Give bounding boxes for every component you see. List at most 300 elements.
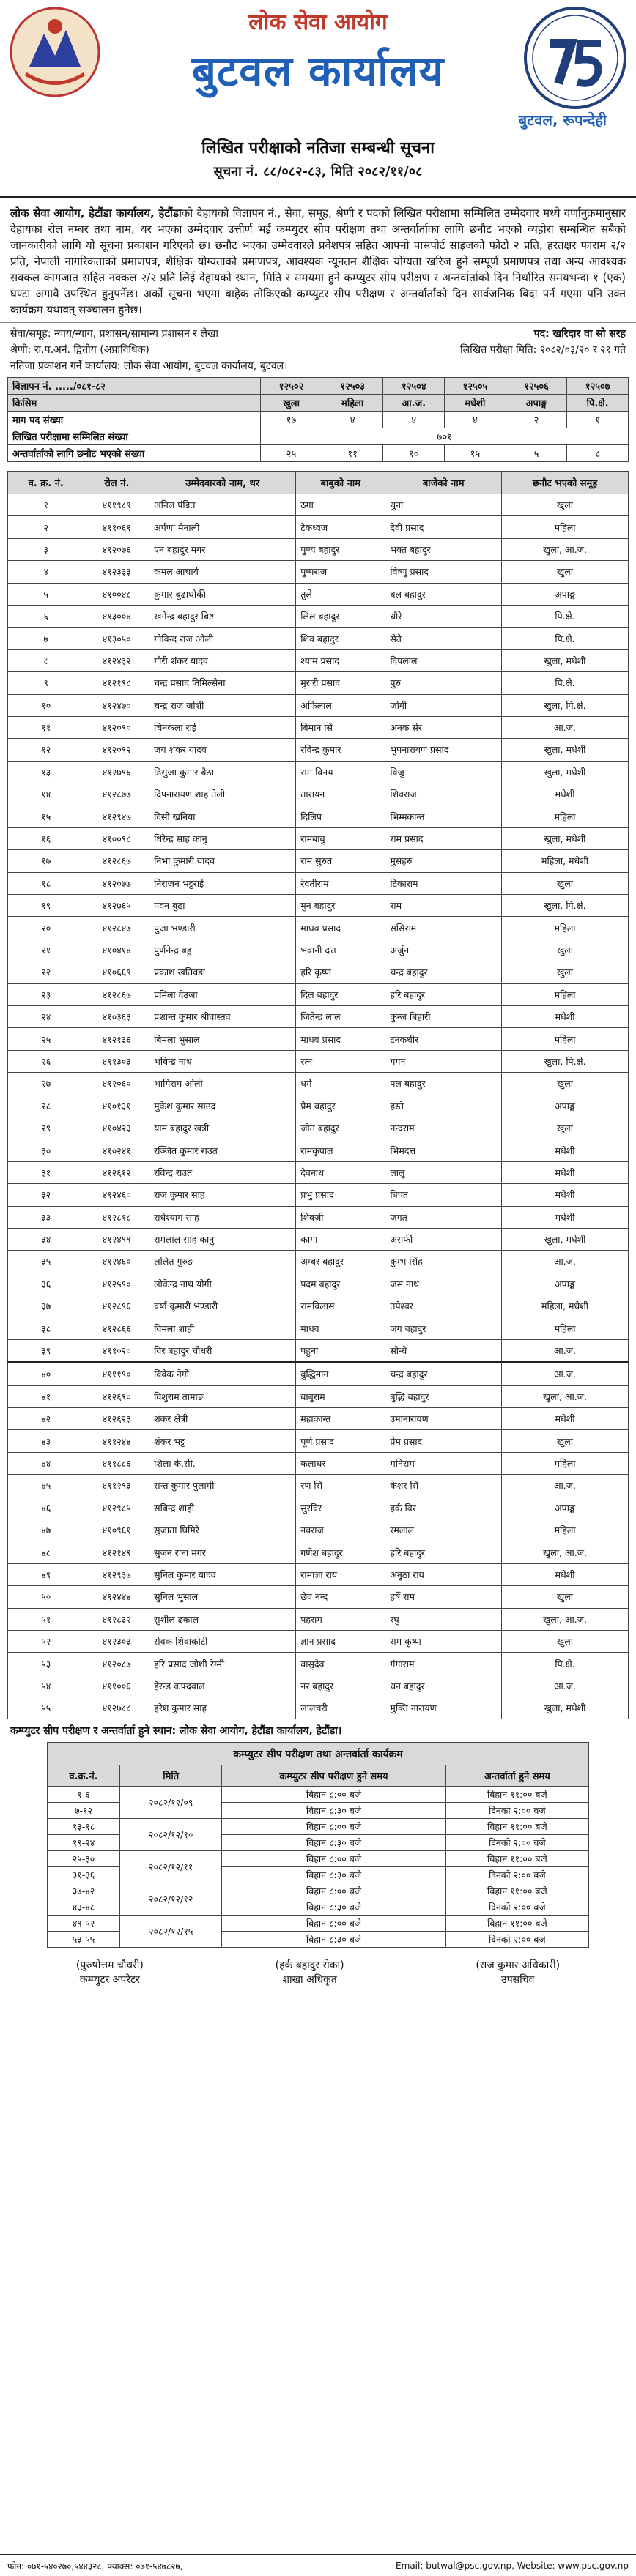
candidate-name: अनिल पंडित: [149, 494, 296, 516]
father-name: रेवतीराम: [296, 872, 385, 894]
selected-group: महिला: [502, 1317, 629, 1339]
selected-group: मधेशी: [502, 1563, 629, 1585]
candidate-name: दिसी खनिया: [149, 805, 296, 827]
father-name: छेव नन्द: [296, 1586, 385, 1608]
candidate-name: याम बहादुर खत्री: [149, 1117, 296, 1139]
candidate-name: पुजा भण्डारी: [149, 917, 296, 939]
roll-no: ४१०९६१: [84, 1519, 149, 1541]
schedule-column-header: कम्प्युटर सीप परीक्षण हुने समय: [222, 1765, 445, 1787]
candidate-table: [7, 471, 629, 1719]
roll-no: ४१२०७७: [84, 872, 149, 894]
candidate-name: एन बहादुर मगर: [149, 538, 296, 560]
roll-no: ४१०४१४: [84, 939, 149, 961]
candidate-name: भागिराम ओली: [149, 1073, 296, 1095]
father-name: दिल बहादुर: [296, 983, 385, 1005]
org-name: लोक सेवा आयोग: [248, 10, 388, 35]
level: श्रेणी: रा.प.अनं. द्वितीय (अप्राविधिक): [10, 344, 149, 356]
grandfather-name: बुद्धि बहादुर: [385, 1385, 502, 1407]
notice-title: लिखित परीक्षाको नतिजा सम्बन्धी सूचना: [201, 139, 435, 157]
computer-test-time: बिहान ८:३० बजे: [222, 1835, 445, 1851]
grandfather-name: राम कृष्ण: [385, 1630, 502, 1652]
roll-no: ४१३००४: [84, 605, 149, 627]
grandfather-name: लालु: [385, 1161, 502, 1183]
post-name: पद: खरिदार वा सो सरह: [533, 328, 626, 340]
father-name: पुष्पराज: [296, 561, 385, 583]
computer-test-time: बिहान ८:३० बजे: [222, 1899, 445, 1916]
grandfather-name: बिपत: [385, 1184, 502, 1206]
roll-no: ४११३०३: [84, 1050, 149, 1072]
serial-no: १: [8, 494, 84, 516]
table-row: [8, 1095, 629, 1117]
father-name: बुद्धिमान: [296, 1363, 385, 1385]
roll-no: ४१२८४७: [84, 917, 149, 939]
selected-group: आ.ज.: [502, 1675, 629, 1697]
father-name: टेकध्वज: [296, 516, 385, 538]
grandfather-name: रमलाल: [385, 1519, 502, 1541]
selected-group: महिला: [502, 1452, 629, 1474]
roll-no: ४१०३६३: [84, 1005, 149, 1027]
candidate-name: भविन्द्र नाथ: [149, 1050, 296, 1072]
grandfather-name: शिवराज: [385, 783, 502, 805]
roll-no: ४१११९०: [84, 1363, 149, 1385]
roll-no: ४१२८६७: [84, 850, 149, 872]
serial-no: १५: [8, 805, 84, 827]
interview-time: दिनको २:०० बजे: [445, 1835, 588, 1851]
selected-group: अपाङ्ग: [502, 583, 629, 605]
adv-cell: १२५०२: [261, 378, 322, 395]
grandfather-name: दिपलाल: [385, 649, 502, 671]
serial-no: २०: [8, 917, 84, 939]
roll-no: ४१२४७०: [84, 694, 149, 716]
serial-no: ४३: [8, 1430, 84, 1452]
father-name: लिल बहादुर: [296, 605, 385, 627]
grandfather-name: टिकाराम: [385, 872, 502, 894]
roll-no: ४११९८९: [84, 494, 149, 516]
serial-no: ४६: [8, 1497, 84, 1519]
serial-no: १२: [8, 739, 84, 761]
selected-group: खुला, मधेशी: [502, 761, 629, 783]
serial-no: ३३: [8, 1206, 84, 1228]
father-name: बिमान सिं: [296, 716, 385, 738]
grandfather-name: अनक सेर: [385, 716, 502, 738]
grandfather-name: अर्जुन: [385, 939, 502, 961]
candidate-name: धिरेन्द्र साह कानु: [149, 827, 296, 849]
table-row: [8, 939, 629, 961]
adv-written-row: [8, 428, 629, 445]
table-row: [8, 1005, 629, 1027]
roll-no: ४१२५९०: [84, 1273, 149, 1295]
table-row: [8, 1430, 629, 1452]
father-name: पहुना: [296, 1339, 385, 1362]
interview-time: दिनको २:०० बजे: [445, 1803, 588, 1819]
selected-group: आ.ज.: [502, 716, 629, 738]
serial-no: ४५: [8, 1475, 84, 1497]
roll-no: ४१२१३६: [84, 1028, 149, 1050]
serial-no: ३९: [8, 1339, 84, 1362]
schedule-serial-range: ४३-४८: [48, 1899, 120, 1916]
psc-75-years-logo: [520, 3, 630, 113]
selected-group: महिला: [502, 1519, 629, 1541]
interview-time: बिहान ११:०० बजे: [445, 1851, 588, 1867]
selected-group: पि.क्षे.: [502, 1653, 629, 1675]
grandfather-name: रघु: [385, 1608, 502, 1630]
father-name: प्रेम बहादुर: [296, 1095, 385, 1117]
serial-no: ५२: [8, 1630, 84, 1652]
roll-no: ४१३०५०: [84, 628, 149, 649]
table-row: [8, 1317, 629, 1339]
grandfather-name: मुक्ति नारायण: [385, 1697, 502, 1719]
adv-row-label: अन्तर्वार्ताको लागि छनौट भएको संख्या: [8, 445, 261, 462]
grandfather-name: जगत: [385, 1206, 502, 1228]
publisher-office: नतिजा प्रकाशन गर्ने कार्यालय: लोक सेवा आयोग, बुटवल कार्यालय, बुटवल।: [10, 360, 288, 372]
candidate-name: प्रशान्त कुमार श्रीवास्तव: [149, 1005, 296, 1027]
schedule-row: [48, 1916, 589, 1932]
father-name: शिवजी: [296, 1206, 385, 1228]
table-row: [8, 628, 629, 649]
candidate-name: शिला के.सी.: [149, 1452, 296, 1474]
serial-no: १८: [8, 872, 84, 894]
schedule-serial-range: २५-३०: [48, 1851, 120, 1867]
candidate-name: सुशील ढकाल: [149, 1608, 296, 1630]
grandfather-name: असर्फी: [385, 1228, 502, 1250]
selected-group: खुला: [502, 939, 629, 961]
grandfather-name: बल बहादुर: [385, 583, 502, 605]
adv-selected-row: [8, 445, 629, 462]
father-name: रामविलास: [296, 1295, 385, 1317]
father-name: ज्ञान प्रसाद: [296, 1630, 385, 1652]
father-name: तुले: [296, 583, 385, 605]
schedule-serial-range: १९-२४: [48, 1835, 120, 1851]
adv-cell: १२५०३: [322, 378, 383, 395]
table-row: [8, 1117, 629, 1139]
candidate-name: खगेन्द्र बहादुर बिष्ट: [149, 605, 296, 627]
father-name: रामकृपाल: [296, 1139, 385, 1161]
table-row: [8, 783, 629, 805]
selected-group: मधेशी: [502, 1139, 629, 1161]
grandfather-name: प्रेम प्रसाद: [385, 1430, 502, 1452]
table-row: [8, 1653, 629, 1675]
selected-group: महिला: [502, 805, 629, 827]
serial-no: ४२: [8, 1408, 84, 1430]
roll-no: ४१२३०३: [84, 1630, 149, 1652]
roll-no: ४११२९३: [84, 1475, 149, 1497]
serial-no: ४८: [8, 1541, 84, 1563]
interview-time: बिहान ११:०० बजे: [445, 1787, 588, 1803]
selected-group: अपाङ्ग: [502, 1497, 629, 1519]
selected-group: महिला: [502, 516, 629, 538]
grandfather-name: भक्त बहादुर: [385, 538, 502, 560]
schedule-serial-range: १३-१८: [48, 1819, 120, 1835]
grandfather-name: हर्क विर: [385, 1497, 502, 1519]
computer-test-time: बिहान ८:०० बजे: [222, 1819, 445, 1835]
service-group: सेवा/समूह: न्याय/न्याय, प्रशासन/सामान्य प्रशासन र लेखा: [10, 328, 219, 340]
serial-no: २९: [8, 1117, 84, 1139]
serial-no: १६: [8, 827, 84, 849]
selected-group: खुला: [502, 1073, 629, 1095]
intro-lead: लोक सेवा आयोग, हेटौंडा कार्यालय, हेटौंडा: [10, 206, 182, 220]
father-name: रामाज्ञा राय: [296, 1563, 385, 1585]
adv-row-label: विज्ञापन नं. ...../०८१-८२: [8, 378, 261, 395]
serial-no: १०: [8, 694, 84, 716]
father-name: धर्मे: [296, 1073, 385, 1095]
selected-group: मधेशी: [502, 783, 629, 805]
grandfather-name: मुसहरु: [385, 850, 502, 872]
father-name: लालचरी: [296, 1697, 385, 1719]
father-name: दिलिप: [296, 805, 385, 827]
father-name: प्रभु प्रसाद: [296, 1184, 385, 1206]
father-name: रत्न: [296, 1050, 385, 1072]
table-row: [8, 1161, 629, 1183]
table-row: [8, 739, 629, 761]
selected-group: खुला: [502, 872, 629, 894]
father-name: नर बहादुर: [296, 1675, 385, 1697]
candidate-name: चन्द्र प्रसाद तिमिल्सेना: [149, 672, 296, 694]
roll-no: ४११०६१: [84, 516, 149, 538]
adv-cell: ८: [567, 445, 629, 462]
roll-no: ४१२८९६: [84, 1295, 149, 1317]
computer-test-time: बिहान ८:३० बजे: [222, 1867, 445, 1883]
father-name: माधव प्रसाद: [296, 1028, 385, 1050]
father-name: जितेन्द्र लाल: [296, 1005, 385, 1027]
serial-no: २५: [8, 1028, 84, 1050]
schedule-table: [47, 1742, 589, 1948]
roll-no: ४१२८७७: [84, 783, 149, 805]
table-row: [8, 1363, 629, 1385]
father-name: कागा: [296, 1228, 385, 1250]
roll-no: ४१२०७६: [84, 538, 149, 560]
adv-kind-row: [8, 395, 629, 412]
table-row: [8, 1228, 629, 1250]
roll-no: ४१२८१८: [84, 1206, 149, 1228]
serial-no: २२: [8, 961, 84, 983]
computer-test-time: बिहान ८:०० बजे: [222, 1916, 445, 1932]
grandfather-name: भिम्मकान्त: [385, 805, 502, 827]
roll-no: ४१२६९०: [84, 1385, 149, 1407]
grandfather-name: सेते: [385, 628, 502, 649]
selected-group: आ.ज.: [502, 1363, 629, 1385]
serial-no: ५: [8, 583, 84, 605]
adv-cell: ४: [383, 412, 445, 428]
roll-no: ४१२९४७: [84, 805, 149, 827]
grandfather-name: नन्दराम: [385, 1117, 502, 1139]
selected-group: महिला: [502, 1028, 629, 1050]
father-name: शिव बहादुर: [296, 628, 385, 649]
selected-group: खुला, आ.ज.: [502, 1385, 629, 1407]
selected-group: मधेशी: [502, 1005, 629, 1027]
schedule-date: २०८२/१२/११: [120, 1851, 222, 1883]
signatory-role: शाखा अधिकृत: [282, 1974, 337, 1987]
father-name: जीत बहादुर: [296, 1117, 385, 1139]
schedule-serial-range: ३७-४२: [48, 1883, 120, 1899]
father-name: पूर्ण प्रसाद: [296, 1430, 385, 1452]
table-row: [8, 1475, 629, 1497]
serial-no: ३: [8, 538, 84, 560]
candidate-name: वर्षा कुमारी भण्डारी: [149, 1295, 296, 1317]
footer: [0, 2554, 636, 2576]
serial-no: १९: [8, 895, 84, 917]
selected-group: अपाङ्ग: [502, 1095, 629, 1117]
office-name: बुटवल कार्यालय: [191, 46, 445, 96]
table-row: [8, 1184, 629, 1206]
father-name: वासुदेव: [296, 1653, 385, 1675]
candidate-name: सन्त कुमार पुलामी: [149, 1475, 296, 1497]
table-row: [8, 1028, 629, 1050]
notice-reference: सूचना नं. ८८/०८२-८३, मिति २०८२/११/०८: [213, 164, 423, 179]
grandfather-name: धौरे: [385, 605, 502, 627]
father-name: पहराम: [296, 1608, 385, 1630]
candidate-name: शंकर भट्ट: [149, 1430, 296, 1452]
grandfather-name: चन्द्र बहादुर: [385, 961, 502, 983]
selected-group: अपाङ्ग: [502, 1273, 629, 1295]
serial-no: ३६: [8, 1273, 84, 1295]
grandfather-name: केशर सिं: [385, 1475, 502, 1497]
schedule-date: २०८२/१२/१२: [120, 1883, 222, 1916]
roll-no: ४१२७८८: [84, 1697, 149, 1719]
table-row: [8, 494, 629, 516]
grandfather-name: कुम्भ सिंह: [385, 1251, 502, 1273]
table-row: [8, 961, 629, 983]
grandfather-name: चन्द्र बहादुर: [385, 1363, 502, 1385]
table-row: [8, 983, 629, 1005]
selected-group: खुला: [502, 1586, 629, 1608]
selected-group: खुला: [502, 1430, 629, 1452]
serial-no: ९: [8, 672, 84, 694]
office-location: बुटवल, रूपन्देही: [518, 111, 607, 129]
table-row: [8, 1408, 629, 1430]
father-name: अम्बर बहादुर: [296, 1251, 385, 1273]
schedule-date: २०८२/१२/०९: [120, 1787, 222, 1819]
adv-cell: २: [506, 412, 567, 428]
candidate-name: गौरी शंकर यादव: [149, 649, 296, 671]
candidate-name: सुजाता घिमिरे: [149, 1519, 296, 1541]
interview-time: बिहान ११:०० बजे: [445, 1916, 588, 1932]
table-row: [8, 1073, 629, 1095]
schedule-column-header: अन्तर्वार्ता हुने समय: [445, 1765, 588, 1787]
grandfather-name: हरि बहादुर: [385, 1541, 502, 1563]
table-row: [8, 1541, 629, 1563]
candidate-name: सुनिल कुमार यादव: [149, 1563, 296, 1585]
grandfather-name: सोन्धे: [385, 1339, 502, 1362]
interview-time: दिनको २:०० बजे: [445, 1899, 588, 1916]
roll-no: ४१२९८५: [84, 1497, 149, 1519]
candidate-name: निभा कुमारी यादव: [149, 850, 296, 872]
serial-no: ४९: [8, 1563, 84, 1585]
adv-cell: १५: [445, 445, 506, 462]
schedule-column-header: व.क्र.नं.: [48, 1765, 120, 1787]
candidate-name: शंकर क्षेत्री: [149, 1408, 296, 1430]
father-name: रण सिं: [296, 1475, 385, 1497]
table-row: [8, 1675, 629, 1697]
selected-group: खुला, आ.ज.: [502, 538, 629, 560]
candidate-name: पवन बुढा: [149, 895, 296, 917]
signatory-role: उपसचिव: [501, 1974, 535, 1987]
table-row: [8, 761, 629, 783]
table-row: [8, 1139, 629, 1161]
serial-no: ५१: [8, 1608, 84, 1630]
schedule-serial-range: ५३-५५: [48, 1932, 120, 1948]
signatory-name: (पुरुषोत्तम चौधरी): [75, 1959, 144, 1972]
serial-no: ३५: [8, 1251, 84, 1273]
adv-cell: महिला: [322, 395, 383, 412]
serial-no: ३७: [8, 1295, 84, 1317]
computer-test-time: बिहान ८:३० बजे: [222, 1932, 445, 1948]
roll-no: ४१२१९८: [84, 672, 149, 694]
roll-no: ४११०२०: [84, 1339, 149, 1362]
table-row: [8, 561, 629, 583]
father-name: माधव: [296, 1317, 385, 1339]
venue-label: कम्प्युटर सीप परीक्षण र अन्तर्वार्ता हुने स्थान: लोक सेवा आयोग, हेटौंडा कार्यालय, हेटौंडा।: [10, 1725, 342, 1738]
selected-group: खुला: [502, 561, 629, 583]
schedule-caption: कम्प्युटर सीप परीक्षण तथा अन्तर्वार्ता कार्यक्रम: [48, 1743, 589, 1765]
selected-group: मधेशी: [502, 1206, 629, 1228]
selected-group: खुला: [502, 1630, 629, 1652]
computer-test-time: बिहान ८:०० बजे: [222, 1851, 445, 1867]
candidate-name: चिनकला राई: [149, 716, 296, 738]
selected-group: खुला, पि.क्षे.: [502, 1050, 629, 1072]
selected-group: मधेशी: [502, 1184, 629, 1206]
grandfather-name: विजु: [385, 761, 502, 783]
adv-cell: १२५०६: [506, 378, 567, 395]
serial-no: २७: [8, 1073, 84, 1095]
selected-group: खुला, मधेशी: [502, 827, 629, 849]
grandfather-name: पुरु: [385, 672, 502, 694]
adv-cell: १०: [383, 445, 445, 462]
table-row: [8, 516, 629, 538]
selected-group: खुला, पि.क्षे.: [502, 895, 629, 917]
letterhead: [0, 0, 636, 198]
grandfather-name: उमानारायण: [385, 1408, 502, 1430]
grandfather-name: भुपनारायण प्रसाद: [385, 739, 502, 761]
serial-no: ५४: [8, 1675, 84, 1697]
father-name: महाकान्त: [296, 1408, 385, 1430]
candidate-name: ललित गुरुङ: [149, 1251, 296, 1273]
father-name: राम विनय: [296, 761, 385, 783]
grandfather-name: गगन: [385, 1050, 502, 1072]
roll-no: ४१२०९२: [84, 739, 149, 761]
father-name: हरि कृष्ण: [296, 961, 385, 983]
adv-cell: मधेशी: [445, 395, 506, 412]
written-value: ७०१: [261, 428, 629, 445]
written-label: लिखित परीक्षामा सम्मिलित संख्या: [8, 428, 261, 445]
grandfather-name: कुन्ज बिहारी: [385, 1005, 502, 1027]
adv-cell: १२५०५: [445, 378, 506, 395]
father-name: अफिलाल: [296, 694, 385, 716]
schedule-body: [48, 1787, 589, 1948]
serial-no: ४७: [8, 1519, 84, 1541]
column-header: छनौट भएको समूह: [502, 472, 629, 494]
candidate-name: विर बहादुर चौधरी: [149, 1339, 296, 1362]
roll-no: ४१२०८७: [84, 1653, 149, 1675]
candidate-table-body: [8, 494, 629, 1719]
roll-no: ४१२९३७: [84, 1563, 149, 1585]
selected-group: खुला: [502, 1117, 629, 1139]
roll-no: ४१०६६९: [84, 961, 149, 983]
exam-date: लिखित परीक्षा मिति: २०८२/०३/२० र २१ गते: [460, 344, 626, 356]
column-header: रोल नं.: [84, 472, 149, 494]
table-row: [8, 1608, 629, 1630]
signatory: [76, 1958, 144, 1987]
table-row: [8, 1206, 629, 1228]
adv-cell: ४: [322, 412, 383, 428]
roll-no: ४१२४९९: [84, 1228, 149, 1250]
serial-no: ४: [8, 561, 84, 583]
table-row: [8, 649, 629, 671]
serial-no: ५०: [8, 1586, 84, 1608]
roll-no: ४१२३३३: [84, 561, 149, 583]
selected-group: महिला, मधेशी: [502, 850, 629, 872]
candidate-name: प्रमिला देउजा: [149, 983, 296, 1005]
signatory-role: कम्प्युटर अपरेटर: [79, 1974, 140, 1987]
